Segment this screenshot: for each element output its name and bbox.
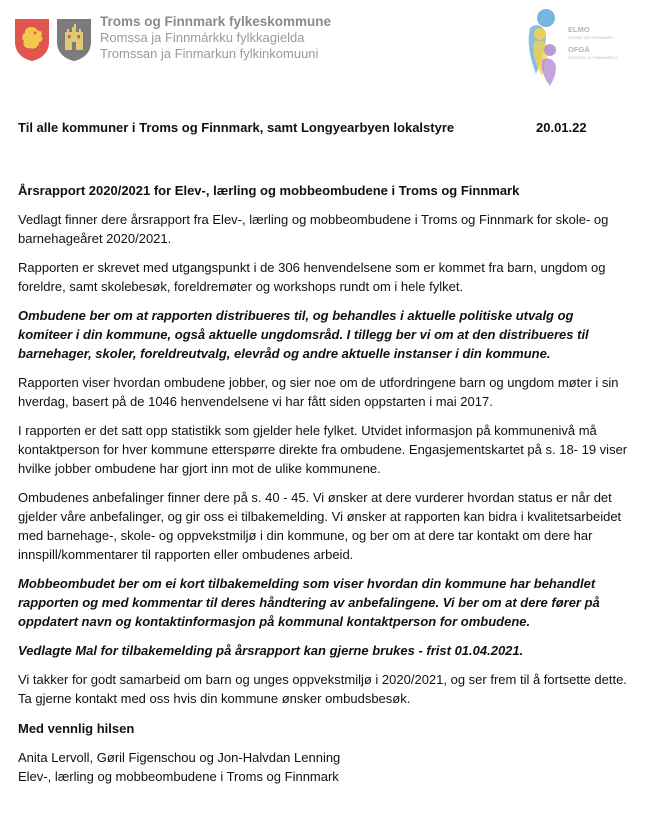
paragraph-basis: Rapporten er skrevet med utgangspunkt i de 306 henvendelsene som er kommet fra barn, ungdom og foreldre, samt skolebesøk, foreldremøter og workshops rundt om i hele fylket. bbox=[18, 260, 606, 294]
org-name-norwegian: Troms og Finnmark fylkeskommune bbox=[100, 14, 332, 29]
letter-title: Årsrapport 2020/2021 for Elev-, lærling og mobbeombudene i Troms og Finnmark bbox=[18, 183, 520, 198]
logo-ofga-word: OFGÁ bbox=[568, 45, 590, 54]
addressee-row bbox=[18, 118, 628, 138]
organization-name bbox=[100, 14, 331, 62]
logo-elmo-word: ELMO bbox=[568, 25, 590, 34]
paragraph-template-deadline: Vedlagte Mal for tilbakemelding på årsrapport kan gjerne brukes - frist 01.04.2021. bbox=[18, 643, 524, 658]
paragraph-thanks: Vi takker for godt samarbeid om barn og unges oppvekstmiljø i 2020/2021, og ser frem til å fortsette dette. Ta gjerne kontakt med oss hvis din kommune ønsker ombudsbesøk. bbox=[18, 672, 627, 706]
troms-crest-icon bbox=[14, 18, 50, 62]
elmo-ofga-logo-text bbox=[568, 26, 617, 62]
signers: Anita Lervoll, Gøril Figenschou og Jon-Halvdan Lenning bbox=[18, 750, 341, 765]
paragraph-statistics: I rapporten er det satt opp statistikk som gjelder hele fylket. Utvidet informasjon på kommunenivå må kontaktperson for hver kommune etterspørre direkte fra ombudene. Engasjementskartet på s. 18- 19 viser hvilke jobber ombudene har gjort inn mot de ulike kommunene. bbox=[18, 423, 628, 476]
finnmark-crest-icon bbox=[56, 18, 92, 62]
paragraph-distribution-request: Ombudene ber om at rapporten distribueres til, og behandles i aktuelle politiske utvalg og komiteer i din kommune, også aktuelle ungdomsråd. I tillegg ber vi om at den distribueres til barnehager, skoler, foreldreutvalg, elevråd og andre aktuelle instanser i din kommune. bbox=[18, 308, 589, 361]
greeting: Med vennlig hilsen bbox=[18, 721, 135, 736]
paragraph-attachment: Vedlagt finner dere årsrapport fra Elev-, lærling og mobbeombudene i Troms og Finnmark for skole- og barnehageåret 2020/2021. bbox=[18, 212, 609, 246]
logo-ofga-subtitle: ROMSSA JA FINNMÁRKU bbox=[568, 56, 617, 60]
paragraph-report-content: Rapporten viser hvordan ombudene jobber, og sier noe om de utfordringene barn og ungdom møter i sin hverdag, basert på de 1046 henvendelsene vi har fått siden oppstarten i mai 2017. bbox=[18, 375, 619, 409]
letter-body bbox=[18, 118, 628, 786]
org-name-kven: Tromssan ja Finmarkun fylkinkomuuni bbox=[100, 46, 319, 61]
paragraph-recommendations: Ombudenes anbefalinger finner dere på s. 40 - 45. Vi ønsker at dere vurderer hvordan status er når det gjelder våre anbefalinger, og gir oss ei tilbakemelding. Vi ønsker at rapporten kan bidra i kvalitetsarbeidet med barnehage-, skole- og oppvekstmiljø i din kommune, og ber om at dere tar kontakt om dere har innspill/kommentarer til rapporten eller ombudenes arbeid. bbox=[18, 490, 622, 562]
signer-organization: Elev-, lærling og mobbeombudene i Troms og Finnmark bbox=[18, 769, 339, 784]
letterhead bbox=[0, 0, 662, 100]
paragraph-feedback-request: Mobbeombudet ber om ei kort tilbakemelding som viser hvordan din kommune har behandlet rapporten og med kommentar til deres håndtering av anbefalingene. Vi ber om at dere fører på oppdatert navn og kontaktinformasjon på kommunal kontaktperson for ombudene. bbox=[18, 576, 600, 629]
org-name-sami: Romssa ja Finnmárkku fylkkagielda bbox=[100, 30, 305, 45]
letter-date: 20.01.22 bbox=[536, 120, 587, 135]
addressee: Til alle kommuner i Troms og Finnmark, samt Longyearbyen lokalstyre bbox=[18, 120, 455, 135]
logo-elmo-subtitle: TROMS OG FINNMARK bbox=[568, 36, 613, 40]
